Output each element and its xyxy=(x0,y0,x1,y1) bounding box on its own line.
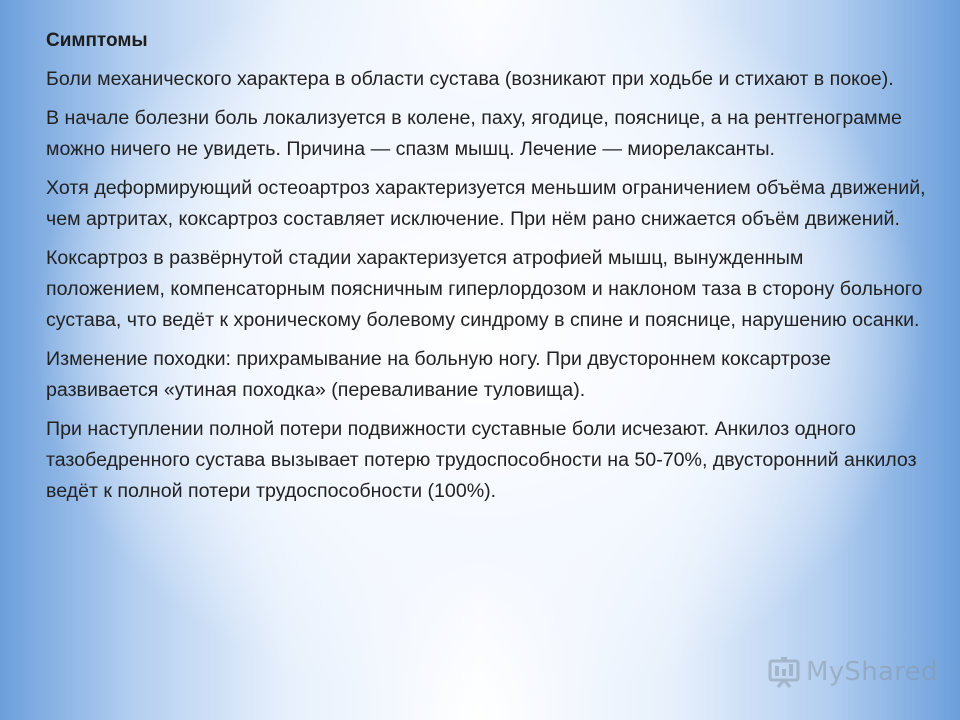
paragraph-ankylosis: При наступлении полной потери подвижности суставные боли исчезают. Анкилоз одного тазобедренного сустава вызывает потерю трудоспособности на 50-70%, двусторонний анкилоз ведёт к полной потери трудоспособности (100%). xyxy=(46,418,917,502)
slide-title: Симптомы xyxy=(46,30,148,51)
slide-content xyxy=(46,28,926,515)
watermark-text: MyShared xyxy=(806,657,938,687)
paragraph-advanced-stage: Коксартроз в развёрнутой стадии характеризуется атрофией мышц, вынужденным положением, компенсаторным поясничным гиперлордозом и наклоном таза в сторону больного сустава, что ведёт к хроническому болевому синдрому в спине и пояснице, нарушению осанки. xyxy=(46,247,923,331)
paragraph-range-of-motion: Хотя деформирующий остеоартроз характеризуется меньшим ограничением объёма движений, чем артритах, коксартроз составляет исключение. При нём рано снижается объём движений. xyxy=(46,177,926,230)
presentation-board-icon xyxy=(768,656,800,688)
paragraph-early-stage: В начале болезни боль локализуется в колене, паху, ягодице, пояснице, а на рентгенограмме можно ничего не увидеть. Причина — спазм мышц. Лечение — миорелаксанты. xyxy=(46,107,902,160)
watermark xyxy=(768,656,938,688)
paragraph-pain-character: Боли механического характера в области сустава (возникают при ходьбе и стихают в покое). xyxy=(46,68,894,90)
paragraph-gait-change: Изменение походки: прихрамывание на больную ногу. При двустороннем коксартрозе развивается «утиная походка» (переваливание туловища). xyxy=(46,348,831,401)
